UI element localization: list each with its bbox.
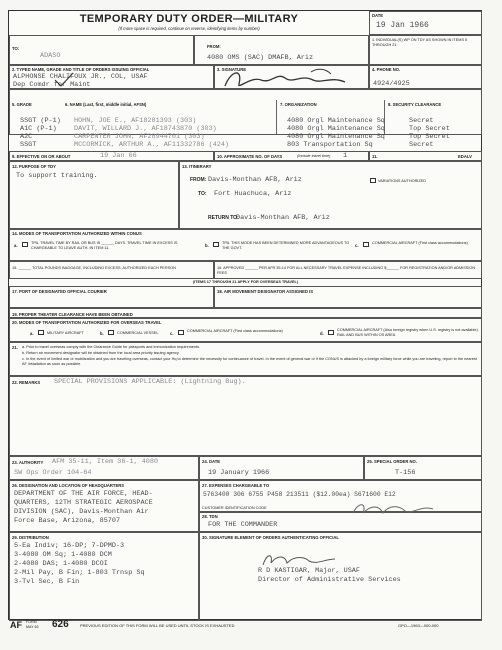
item12-cell: 12. PURPOSE OF TDY To support training.: [9, 161, 179, 229]
tdn: FOR THE COMMANDER: [208, 521, 278, 529]
itinerary-return: Davis-Monthan AFB, Ariz: [236, 214, 330, 222]
authority-line2: SW Ops Order 104-64: [14, 469, 92, 477]
authenticating-signature: [259, 551, 339, 569]
item28-cell: 28. TDN FOR THE COMMANDER: [199, 512, 482, 532]
overseas-foreign-aircraft-checkbox[interactable]: [328, 330, 334, 335]
form-footer: AF FORM MAY 63 626 PREVIOUS EDITION OF THIS FORM WILL BE USED UNTIL STOCK IS EXHAUSTED GPO—1963—000-000: [10, 619, 439, 630]
check-mark: [53, 71, 75, 89]
effective-date: 19 Jan 66: [100, 152, 137, 160]
item20-cell: 20. MODES OF TRANSPORTATION AUTHORIZED FOR OVERSEAS TRAVEL a. MILITARY AIRCRAFT b. COMMERCIAL VESSEL c. COMMERCIAL AIRCRAFT (First class accommodations) d. COMMERCIAL AIRCRAFT (Also foreign registry when U.S. registry is not available). RAIL AND BUS WITHIN OS AREA: [9, 318, 482, 342]
overseas-military-aircraft-checkbox[interactable]: [38, 330, 44, 335]
item2-cell: 2. TYPED NAME, GRADE AND TITLE OF ORDERS ISSUING OFFICIAL ALPHONSE CHALIFOUX JR., COL, USAF Dep Comdr for Maint: [9, 65, 214, 89]
overseas-commercial-vessel-checkbox[interactable]: [108, 330, 114, 335]
to-cell: TO: ADASO: [9, 35, 194, 65]
itinerary-from: Davis-Monthan AFB, Ariz: [208, 176, 302, 184]
expenses-chargeable: 5763400 306 6755 P458 213511 ($12.00ea) S671600 E12: [203, 491, 396, 498]
item11-cell: 11. EDALV: [369, 151, 482, 161]
item26-cell: 26. DESIGNATION AND LOCATION OF HEADQUARTERS DEPARTMENT OF THE AIR FORCE, HEAD- QUARTERS, 12TH STRATEGIC AEROSPACE DIVISION (SAC), Davis-Monthan Air Force Base, Arizona, 85707: [9, 480, 199, 532]
remarks: SPECIAL PROVISIONS APPLICABLE: (Lightning Bug).: [54, 378, 246, 386]
overseas-commercial-aircraft-checkbox[interactable]: [178, 330, 184, 335]
authenticating-official-title: Director of Administrative Services: [258, 576, 401, 584]
commander-signature: [221, 66, 361, 92]
item21-cell: 21. a. Prior to travel overseas comply with the Clearance Guide for passports and immunization requirements. b. Return air movement designator will be obtained from the local area priority issuing agency. c. In the event of limited war or mobilization and you are traveling overseas, contact your Hq to determine the necessity for continuance of travel. In the event of general war or if the CONUS is attacked by a foreign military force while you are traveling, report to the nearest AF installation as soon as possible.: [9, 342, 482, 376]
variations-checkbox[interactable]: [370, 178, 376, 183]
order-issue-date: 19 January 1966: [208, 469, 270, 477]
form-number: 626: [52, 619, 69, 630]
purpose-of-tdy: To support training.: [16, 172, 98, 180]
item17-cell: 17. PORT OF DESIGNATED OFFICIAL COURIER: [9, 286, 214, 308]
date-cell: DATE 19 Jan 1966: [369, 11, 482, 35]
authenticating-official-name: R D KASTIGAR, Major, USAF: [258, 567, 360, 575]
item19-cell: 19. PROPER THEATER CLEARANCE HAVE BEEN OBTAINED: [9, 308, 482, 318]
form-subtitle: (If more space is required, continue on reverse, identifying items by number): [118, 26, 260, 31]
itinerary-to: Fort Huachuca, Ariz: [214, 190, 292, 198]
item24-cell: 24. DATE 19 January 1966: [199, 456, 364, 480]
conus-mode-c-checkbox[interactable]: [363, 242, 369, 247]
item14-cell: 14. MODES OF TRANSPORTATION AUTHORIZED WITHIN CONUS a. TPA. TRAVEL TIME BY RAIL OR BUS IS ______ DAYS. TRAVEL TIME IN EXCESS IS CHARGEABLE TO LEAVE AUTH. IN ITEM 11. b. TPA. THIS MODE HAS BEEN DETERMINED MORE ADVANTAGEOUS TO THE GOVT. c. COMMERCIAL AIRCRAFT (First class accommodations): [9, 229, 482, 261]
item18-cell: 18. AIR MOVEMENT DESIGNATOR ASSIGNED IS: [214, 286, 482, 308]
item13-cell: 13. ITINERARY FROM: Davis-Monthan AFB, Ariz TO: Fort Huachuca, Ariz RETURN TO: Davis-Monthan AFB, Ariz VARIATIONS AUTHORIZED: [179, 161, 482, 229]
issuing-official-name: ALPHONSE CHALIFOUX JR., COL, USAF: [13, 73, 148, 81]
number-of-days: 1: [343, 152, 348, 160]
item25-cell: 25. SPECIAL ORDER NO. T-156: [364, 456, 482, 480]
order-date: 19 Jan 1966: [376, 21, 429, 30]
phone-number: 4924/4925: [373, 80, 410, 88]
item9-cell: 9. EFFECTIVE ON OR ABOUT 19 Jan 66: [9, 151, 214, 161]
conus-mode-b-checkbox[interactable]: [213, 242, 219, 247]
item27-cell: 27. EXPENSES CHARGEABLE TO 5763400 306 6755 P458 213511 ($12.00ea) S671600 E12 CUSTOMER IDENTIFICATION CODE: [199, 480, 482, 512]
personnel-block: 5. GRADE 6. NAME (Last, first, middle initial, AFSN) 7. ORGANIZATION 8. SECURITY CLEARANCE: [9, 89, 482, 135]
item23-cell: 23. AUTHORITY AFM 35-11, Item 36-1, 4080 SW Ops Order 104-64: [9, 456, 199, 480]
item3-cell: 3. SIGNATURE: [214, 65, 369, 89]
item16-cell: 16. APPROVED ______ PER AFR 35-14 FOR ALL NECESSARY TRAVEL EXPENSE INCLUDING $______ FOR REGISTRATION AND/OR ADMISSION FEES: [214, 261, 482, 279]
item15-cell: 15. ______ TOTAL POUNDS BAGGAGE, INCLUDING EXCESS, AUTHORIZED EACH PERSON: [9, 261, 214, 279]
item29-cell: 29. DISTRIBUTION 5-Ea Indiv; 16-DP; 7-DPMD-3 3-4080 OM Sq; 1-4080 DCM 2-4080 DAS; 1-4080 DCOI 2-Mil Pay, B Fin; 1-803 Trnsp Sq 3-Tvl Sec, B Fin: [9, 532, 199, 621]
conus-mode-a-checkbox[interactable]: [22, 242, 28, 247]
to-value: ADASO: [40, 52, 61, 60]
certifying-initials: [349, 499, 439, 521]
item22-cell: 22. REMARKS SPECIAL PROVISIONS APPLICABLE: (Lightning Bug).: [9, 376, 482, 456]
item4-cell: 4. PHONE NO. 4924/4925: [369, 65, 482, 89]
overseas-note: (ITEMS 17 THROUGH 21 APPLY FOR OVERSEAS TRAVEL): [192, 280, 299, 284]
from-cell: FROM: 4080 OMS (SAC) DMAFB, Ariz: [194, 35, 369, 65]
special-order-number: T-156: [395, 469, 416, 477]
temporary-duty-order-form: TEMPORARY DUTY ORDER—MILITARY (If more space is required, continue on reverse, identifying items by number) DATE 19 Jan 1966 TO: ADASO FROM: 4080 OMS (SAC) DMAFB, Ariz 1. INDIVIDUAL(S) WP ON TDY AS SHOWN IN ITEMS 5 THROUGH 21. 2. TYPED NAME, GRADE AND TITLE OF ORDERS ISSUING OFFICIAL ALPHONSE CHALIFOUX JR., COL, USAF Dep Comdr for Maint 3. SIGNATURE 4. PHONE NO. 4924/4925 5. GRADE 6. NAME (Last, first, middle initial, AFSN) 7. ORGANIZATION 8. SECURITY CLEARANCE SSGT (P-1) HOHN, JOE E., AF18281393 (303) 4080 Orgl Maintenance Sq Secret A1C (P-1) DAVIT, WILLARD J., AF18743870 (303) 4080 Orgl Maintenance Sq Top Secret A2C CARPENTER JOHN, AF28944701 (303) 4080 Orgl Maintenance Sq Top Secret SSGT MCCORMICK, ARTHUR A., AF11332786 (424) 803 Transportation Sq Secret 9. EFFECTIVE ON OR ABOUT 19 Jan 66 10. APPROXIMATE NO. OF DAYS (Include travel time) 1 11. EDALV 12. PURPOSE OF TDY To support training. 13. ITINERARY FROM: Davis-Monthan AFB, Ariz TO: Fort Huachuca, Ariz RETURN TO: Davis-Monthan AFB, Ariz VARIATIONS AUTHORIZED 14. MODES OF TRANSPORTATION AUTHORIZED WITHIN CONUS a. TPA. TRAVEL TIME BY RAIL OR BUS IS ______ DAYS. TRAVEL TIME IN EXCESS IS CHARGEABLE TO LEAVE AUTH. IN ITEM 11. b. TPA. THIS MODE HAS BEEN DETERMINED MORE ADVANTAGEOUS TO THE GOVT. c. COMMERCIAL AIRCRAFT (First class accommodations) 15. ______ TOTAL POUNDS BAGGAGE, INCLUDING EXCESS, AUTHORIZED EACH PERSON 16. APPROVED ______ PER AFR 35-14 FOR ALL NECESSARY TRAVEL EXPENSE INCLUDING $______ FOR REGISTRATION AND/OR ADMISSION FEES (ITEMS 17 THROUGH 21 APPLY FOR OVERSEAS TRAVEL) 17. PORT OF DESIGNATED OFFICIAL COURIER 18. AIR MOVEMENT DESIGNATOR ASSIGNED IS 19. PROPER THEATER CLEARANCE HAVE BEEN OBTAINED 20. MODES OF TRANSPORTATION AUTHORIZED FOR OVERSEAS TRAVEL a. MILITARY AIRCRAFT b. COMMERCIAL VESSEL c. COMMERCIAL AIRCRAFT (First class accommodations) d. COMMERCIAL AIRCRAFT (Also foreign registry when U.S. registry is not available). RAIL AND BUS WITHIN OS AREA 21. a. Prior to travel overseas comply with the Clearance Guide for passports and immunization requirements. b. Return air movement designator will be obtained from the local area priority issuing agency. c. In the event of limited war or mobilization and you are traveling overseas, contact your Hq to determine the necessity for continuance of travel. In the event of general war or if the CONUS is attacked by a foreign military force while you are traveling, report to the nearest AF installation as soon as possible. 22. REMARKS SPECIAL PROVISIONS APPLICABLE: (Lightning Bug). 23. AUTHORITY AFM 35-11, Item 36-1, 4080 SW Ops Order 104-64 24. DATE 19 January 1966 25. SPECIAL ORDER NO. T-156 26. DESIGNATION AND LOCATION OF HEADQUARTERS DEPARTMENT OF THE AIR FORCE, HEAD- QUARTERS, 12TH STRATEGIC AEROSPACE DIVISION (SAC), Davis-Monthan Air Force Base, Arizona, 85707 27. EXPENSES CHARGEABLE TO 5763400 306 6755 P458 213511 ($12.00ea) S671600 E12 CUSTOMER IDENTIFICATION CODE 28. TDN FOR THE COMMANDER 29. DISTRIBUTION 5-Ea Indiv; 16-DP; 7-DPMD-3 3-4080 OM Sq; 1-4080 DCM 2-4080 DAS; 1-4080 DCOI 2-Mil Pay, B Fin; 1-803 Trnsp Sq 3-Tvl Sec, B Fin 30. SIGNATURE ELEMENT OF ORDERS AUTHENTICATING OFFICIAL R D KASTIGAR, Major, USAF Director of Administrative Services: [8, 10, 482, 620]
item10-cell: 10. APPROXIMATE NO. OF DAYS (Include travel time) 1: [214, 151, 369, 161]
item1-cell: 1. INDIVIDUAL(S) WP ON TDY AS SHOWN IN ITEMS 5 THROUGH 21.: [369, 35, 482, 65]
authority-line1: AFM 35-11, Item 36-1, 4080: [52, 458, 159, 466]
item30-cell: 30. SIGNATURE ELEMENT OF ORDERS AUTHENTICATING OFFICIAL R D KASTIGAR, Major, USAF Director of Administrative Services: [199, 532, 482, 621]
form-title: TEMPORARY DUTY ORDER—MILITARY: [79, 13, 299, 25]
issuing-official-title: Dep Comdr for Maint: [13, 81, 91, 89]
from-value: 4080 OMS (SAC) DMAFB, Ariz: [207, 54, 314, 62]
